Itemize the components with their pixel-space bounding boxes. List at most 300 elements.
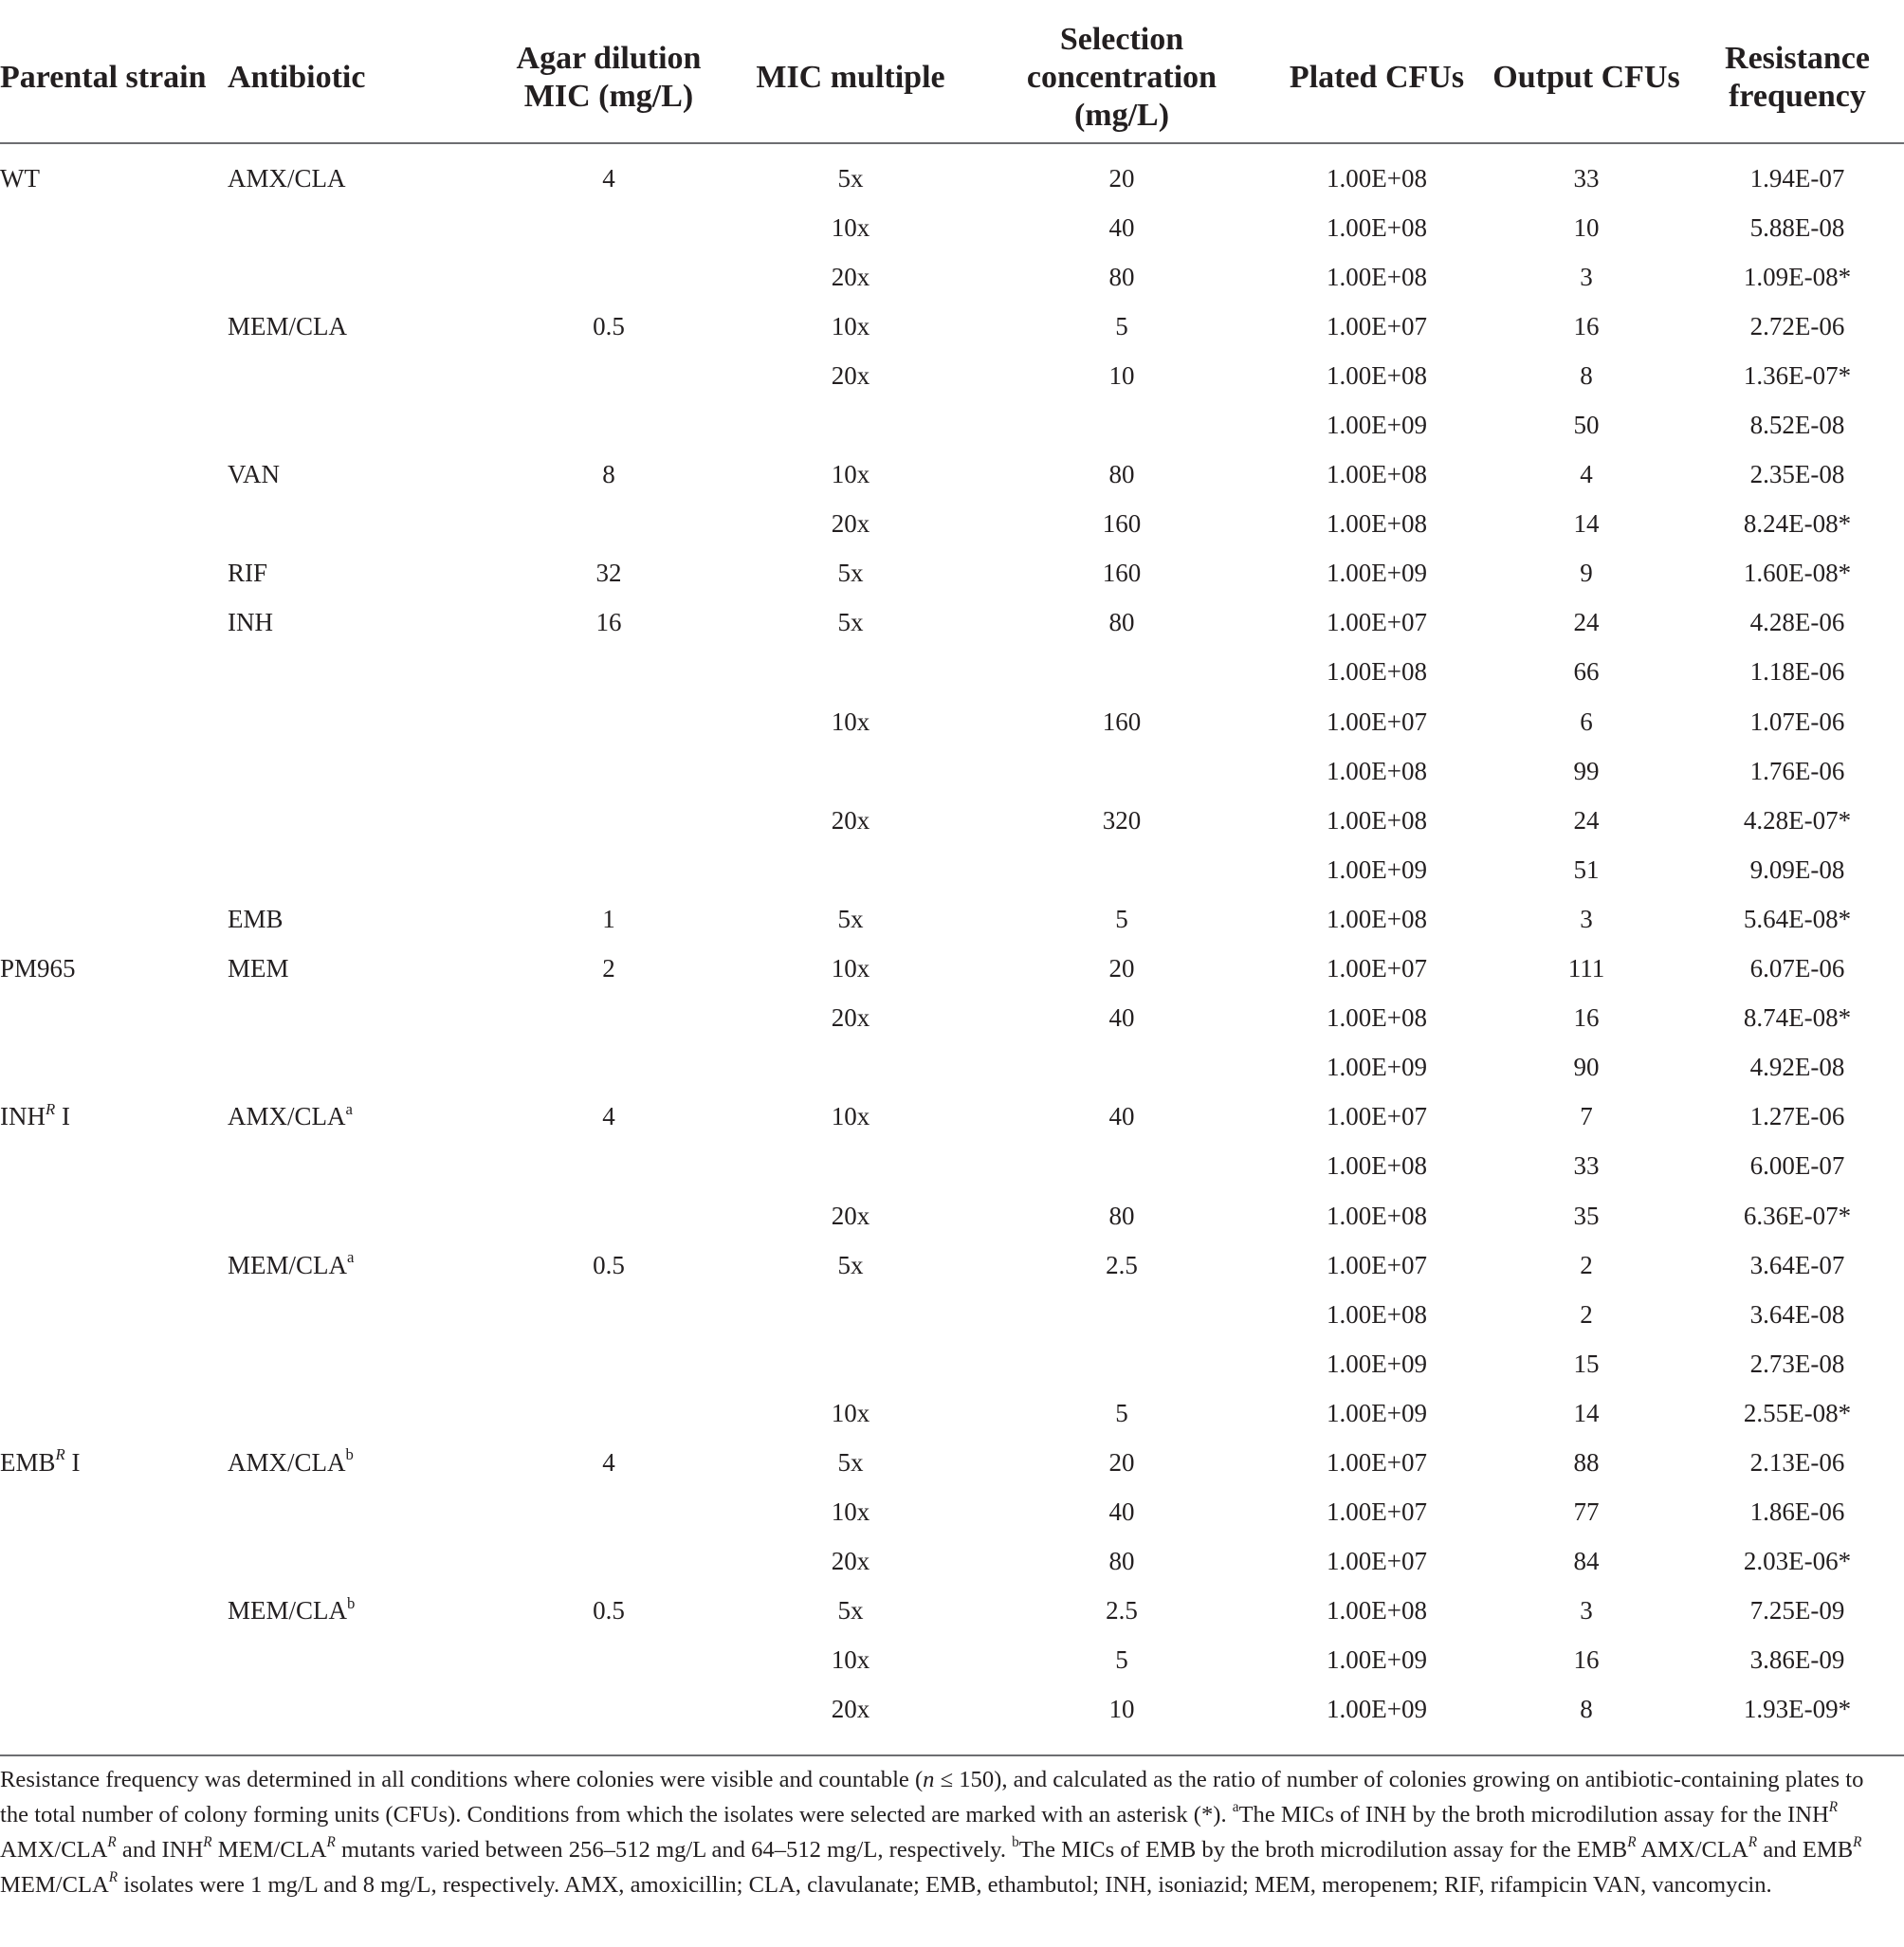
cell-plated-cfus	[1272, 1339, 1482, 1388]
table-row	[0, 400, 1904, 450]
resistance-frequency-value: 6.36E-07*	[1743, 1201, 1852, 1230]
cell-output-cfus	[1482, 1587, 1691, 1636]
cell-selection-concentration	[972, 1438, 1272, 1487]
mic-multiple-value: 10x	[831, 460, 870, 489]
cell-antibiotic	[228, 1290, 488, 1339]
cell-plated-cfus	[1272, 1685, 1482, 1750]
resistance-frequency-value: 2.13E-06	[1749, 1447, 1845, 1477]
mic-multiple-value: 5x	[837, 559, 864, 588]
strain-suffix: I	[55, 1102, 70, 1131]
antibiotic-name: INH	[228, 608, 273, 637]
cell-antibiotic	[228, 450, 488, 500]
resistance-frequency-value: 3.64E-08	[1749, 1299, 1845, 1329]
antibiotic-name: MEM	[228, 954, 289, 983]
cell-selection-concentration	[972, 1240, 1272, 1290]
resistance-frequency-value: 2.55E-08*	[1743, 1398, 1852, 1427]
cell-output-cfus	[1482, 746, 1691, 796]
cell-resistance-frequency	[1691, 1388, 1904, 1438]
resistance-superscript: R	[1748, 1834, 1758, 1851]
strain-suffix: I	[64, 1447, 81, 1477]
antibiotic-name: AMX/CLA	[228, 1102, 346, 1131]
output-cfus-value: 15	[1573, 1349, 1600, 1378]
cell-parental-strain	[0, 302, 228, 351]
cell-resistance-frequency	[1691, 648, 1904, 697]
resistance-frequency-value: 1.94E-07	[1749, 163, 1845, 193]
resistance-frequency-value: 8.74E-08*	[1743, 1003, 1852, 1033]
cell-antibiotic	[228, 252, 488, 302]
output-cfus-value: 8	[1580, 1695, 1593, 1724]
resistance-frequency-value: 1.60E-08*	[1743, 559, 1852, 588]
plated-cfus-value: 1.00E+09	[1327, 1398, 1427, 1427]
selection-concentration-value: 5	[1115, 311, 1128, 340]
table-row	[0, 1191, 1904, 1240]
cell-parental-strain	[0, 796, 228, 845]
output-cfus-value: 111	[1567, 954, 1605, 983]
output-cfus-value: 3	[1580, 1596, 1593, 1626]
output-cfus-value: 8	[1580, 360, 1593, 390]
cell-output-cfus	[1482, 500, 1691, 549]
cell-parental-strain	[0, 450, 228, 500]
output-cfus-value: 51	[1573, 854, 1600, 884]
resistance-frequency-table	[0, 13, 1904, 1750]
cell-agar-dilution-mic	[488, 351, 729, 400]
plated-cfus-value: 1.00E+08	[1327, 460, 1427, 489]
plated-cfus-value: 1.00E+09	[1327, 1349, 1427, 1378]
resistance-frequency-value: 8.24E-08*	[1743, 509, 1852, 539]
plated-cfus-value: 1.00E+07	[1327, 1497, 1427, 1527]
cell-plated-cfus	[1272, 450, 1482, 500]
selection-concentration-value: 10	[1108, 360, 1135, 390]
mic-value: 16	[595, 608, 622, 637]
mic-value: 0.5	[593, 1250, 625, 1279]
footnote-marker: b	[345, 1445, 354, 1464]
cell-output-cfus	[1482, 1339, 1691, 1388]
cell-agar-dilution-mic	[488, 500, 729, 549]
cell-antibiotic	[228, 143, 488, 203]
cell-mic-multiple	[729, 1093, 972, 1142]
cell-agar-dilution-mic	[488, 400, 729, 450]
selection-concentration-value: 40	[1108, 1497, 1135, 1527]
resistance-superscript: R	[203, 1834, 212, 1851]
resistance-frequency-value: 3.64E-07	[1749, 1250, 1845, 1279]
cell-selection-concentration	[972, 845, 1272, 894]
cell-mic-multiple	[729, 1587, 972, 1636]
cell-resistance-frequency	[1691, 1142, 1904, 1191]
output-cfus-value: 50	[1573, 411, 1600, 440]
selection-concentration-value: 80	[1108, 1547, 1135, 1576]
cell-parental-strain	[0, 1685, 228, 1750]
cell-selection-concentration	[972, 1587, 1272, 1636]
header-antibiotic: Antibiotic	[228, 13, 488, 143]
table-row	[0, 1488, 1904, 1537]
cell-antibiotic	[228, 945, 488, 994]
cell-selection-concentration	[972, 1093, 1272, 1142]
cell-selection-concentration	[972, 1488, 1272, 1537]
resistance-superscript: R	[107, 1834, 117, 1851]
mic-value: 1	[602, 904, 615, 933]
cell-plated-cfus	[1272, 845, 1482, 894]
strain-name: EMB	[0, 1447, 56, 1477]
cell-agar-dilution-mic	[488, 697, 729, 746]
header-plated-cfus: Plated CFUs	[1272, 13, 1482, 143]
cell-antibiotic	[228, 746, 488, 796]
cell-output-cfus	[1482, 1438, 1691, 1487]
cell-antibiotic	[228, 697, 488, 746]
cell-agar-dilution-mic	[488, 302, 729, 351]
mic-multiple-value: 10x	[831, 1645, 870, 1675]
mic-multiple-value: 5x	[837, 1596, 864, 1626]
cell-parental-strain	[0, 994, 228, 1043]
cell-antibiotic	[228, 598, 488, 648]
plated-cfus-value: 1.00E+08	[1327, 360, 1427, 390]
cell-selection-concentration	[972, 1290, 1272, 1339]
cell-mic-multiple	[729, 994, 972, 1043]
mic-value: 4	[602, 1447, 615, 1477]
plated-cfus-value: 1.00E+07	[1327, 1250, 1427, 1279]
cell-mic-multiple	[729, 697, 972, 746]
cell-parental-strain	[0, 1587, 228, 1636]
footnote-marker: a	[347, 1247, 355, 1266]
output-cfus-value: 10	[1573, 212, 1600, 242]
mic-multiple-value: 5x	[837, 163, 864, 193]
selection-concentration-value: 40	[1108, 1102, 1135, 1131]
cell-mic-multiple	[729, 1240, 972, 1290]
cell-agar-dilution-mic	[488, 143, 729, 203]
cell-resistance-frequency	[1691, 450, 1904, 500]
cell-agar-dilution-mic	[488, 1438, 729, 1487]
output-cfus-value: 66	[1573, 657, 1600, 687]
mic-multiple-value: 10x	[831, 954, 870, 983]
cell-resistance-frequency	[1691, 598, 1904, 648]
cell-mic-multiple	[729, 894, 972, 944]
mic-multiple-value: 10x	[831, 707, 870, 736]
cell-resistance-frequency	[1691, 1290, 1904, 1339]
table-row	[0, 1240, 1904, 1290]
cell-resistance-frequency	[1691, 302, 1904, 351]
mic-multiple-value: 10x	[831, 1398, 870, 1427]
cell-output-cfus	[1482, 1537, 1691, 1587]
resistance-frequency-value: 2.72E-06	[1749, 311, 1845, 340]
cell-output-cfus	[1482, 1240, 1691, 1290]
footnote-text: mutants varied between 256–512 mg/L and 64–512 mg/L, respectively.	[335, 1837, 1013, 1863]
selection-concentration-value: 10	[1108, 1695, 1135, 1724]
table-bottom-rule	[0, 1754, 1904, 1756]
cell-output-cfus	[1482, 845, 1691, 894]
cell-agar-dilution-mic	[488, 549, 729, 598]
mic-multiple-value: 10x	[831, 212, 870, 242]
table-footnote	[0, 1762, 1887, 1902]
output-cfus-value: 2	[1580, 1250, 1593, 1279]
resistance-frequency-value: 4.28E-06	[1749, 608, 1845, 637]
cell-selection-concentration	[972, 252, 1272, 302]
plated-cfus-value: 1.00E+09	[1327, 411, 1427, 440]
antibiotic-name: AMX/CLA	[228, 1447, 346, 1477]
cell-mic-multiple	[729, 1438, 972, 1487]
plated-cfus-value: 1.00E+09	[1327, 1645, 1427, 1675]
cell-plated-cfus	[1272, 1388, 1482, 1438]
mic-value: 32	[595, 559, 622, 588]
cell-output-cfus	[1482, 1636, 1691, 1685]
cell-output-cfus	[1482, 648, 1691, 697]
cell-antibiotic	[228, 1191, 488, 1240]
cell-resistance-frequency	[1691, 1685, 1904, 1750]
cell-plated-cfus	[1272, 894, 1482, 944]
cell-resistance-frequency	[1691, 1240, 1904, 1290]
cell-output-cfus	[1482, 1191, 1691, 1240]
table-row	[0, 796, 1904, 845]
footnote-text: isolates were 1 mg/L and 8 mg/L, respectively. AMX, amoxicillin; CLA, clavulanate; EMB, ethambutol; INH, isoniazid; MEM, meropenem; RIF, rifampicin VAN, vancomycin.	[118, 1872, 1772, 1898]
cell-parental-strain	[0, 252, 228, 302]
cell-parental-strain	[0, 203, 228, 252]
cell-mic-multiple	[729, 500, 972, 549]
cell-parental-strain	[0, 945, 228, 994]
output-cfus-value: 77	[1573, 1497, 1600, 1527]
output-cfus-value: 24	[1573, 805, 1600, 835]
mic-multiple-value: 5x	[837, 1447, 864, 1477]
resistance-frequency-value: 2.73E-08	[1749, 1349, 1845, 1378]
output-cfus-value: 90	[1573, 1053, 1600, 1082]
output-cfus-value: 6	[1580, 707, 1593, 736]
cell-resistance-frequency	[1691, 796, 1904, 845]
resistance-superscript: R	[55, 1445, 65, 1464]
cell-output-cfus	[1482, 994, 1691, 1043]
cell-plated-cfus	[1272, 648, 1482, 697]
cell-selection-concentration	[972, 1142, 1272, 1191]
cell-agar-dilution-mic	[488, 746, 729, 796]
selection-concentration-value: 160	[1102, 707, 1142, 736]
resistance-superscript: R	[46, 1099, 56, 1118]
cell-plated-cfus	[1272, 143, 1482, 203]
output-cfus-value: 4	[1580, 460, 1593, 489]
cell-plated-cfus	[1272, 994, 1482, 1043]
cell-plated-cfus	[1272, 1537, 1482, 1587]
cell-plated-cfus	[1272, 1636, 1482, 1685]
cell-parental-strain	[0, 1240, 228, 1290]
resistance-frequency-value: 9.09E-08	[1749, 854, 1845, 884]
mic-multiple-value: 20x	[831, 1201, 870, 1230]
cell-mic-multiple	[729, 400, 972, 450]
cell-antibiotic	[228, 1636, 488, 1685]
cell-parental-strain	[0, 1339, 228, 1388]
plated-cfus-value: 1.00E+09	[1327, 559, 1427, 588]
footnote-text: The MICs of INH by the broth microdilution assay for the INH	[1238, 1802, 1829, 1828]
footnote-marker: b	[347, 1593, 356, 1612]
resistance-superscript: R	[326, 1834, 336, 1851]
antibiotic-name: MEM/CLA	[228, 1250, 348, 1279]
mic-multiple-value: 5x	[837, 608, 864, 637]
cell-parental-strain	[0, 1043, 228, 1093]
cell-plated-cfus	[1272, 1587, 1482, 1636]
cell-selection-concentration	[972, 697, 1272, 746]
cell-agar-dilution-mic	[488, 1240, 729, 1290]
cell-output-cfus	[1482, 1488, 1691, 1537]
cell-parental-strain	[0, 1142, 228, 1191]
mic-multiple-value: 10x	[831, 311, 870, 340]
cell-plated-cfus	[1272, 1043, 1482, 1093]
cell-parental-strain	[0, 143, 228, 203]
table-row	[0, 143, 1904, 203]
cell-mic-multiple	[729, 1636, 972, 1685]
cell-agar-dilution-mic	[488, 1537, 729, 1587]
table-row	[0, 1587, 1904, 1636]
footnote-text: and EMB	[1757, 1837, 1854, 1863]
cell-output-cfus	[1482, 203, 1691, 252]
cell-plated-cfus	[1272, 697, 1482, 746]
selection-concentration-value: 40	[1108, 1003, 1135, 1033]
footnote-marker: a	[345, 1099, 353, 1118]
plated-cfus-value: 1.00E+08	[1327, 1151, 1427, 1181]
cell-parental-strain	[0, 746, 228, 796]
cell-plated-cfus	[1272, 500, 1482, 549]
resistance-frequency-value: 4.28E-07*	[1743, 805, 1852, 835]
plated-cfus-value: 1.00E+08	[1327, 509, 1427, 539]
plated-cfus-value: 1.00E+07	[1327, 311, 1427, 340]
plated-cfus-value: 1.00E+08	[1327, 805, 1427, 835]
cell-agar-dilution-mic	[488, 1142, 729, 1191]
cell-mic-multiple	[729, 1290, 972, 1339]
plated-cfus-value: 1.00E+08	[1327, 1596, 1427, 1626]
cell-mic-multiple	[729, 1043, 972, 1093]
cell-antibiotic	[228, 796, 488, 845]
resistance-frequency-value: 1.18E-06	[1749, 657, 1845, 687]
antibiotic-name: MEM/CLA	[228, 311, 348, 340]
output-cfus-value: 33	[1573, 1151, 1600, 1181]
plated-cfus-value: 1.00E+08	[1327, 904, 1427, 933]
mic-multiple-value: 10x	[831, 1102, 870, 1131]
cell-output-cfus	[1482, 143, 1691, 203]
cell-agar-dilution-mic	[488, 796, 729, 845]
cell-plated-cfus	[1272, 945, 1482, 994]
cell-agar-dilution-mic	[488, 598, 729, 648]
footnote-text: and INH	[116, 1837, 204, 1863]
cell-resistance-frequency	[1691, 500, 1904, 549]
output-cfus-value: 99	[1573, 756, 1600, 785]
table-row	[0, 450, 1904, 500]
header-mic-multiple: MIC multiple	[729, 13, 972, 143]
cell-output-cfus	[1482, 796, 1691, 845]
mic-multiple-value: 10x	[831, 1497, 870, 1527]
table-row	[0, 1537, 1904, 1587]
table-row	[0, 302, 1904, 351]
table-row	[0, 1438, 1904, 1487]
footnote-text: ≤ 150), and calculated as the ratio of number of colonies growing on antibiotic-containing plates to the total number of colony forming units (CFUs). Conditions from which the isolates were selected are marked with an asterisk (*).	[0, 1767, 1864, 1828]
table-row	[0, 1142, 1904, 1191]
cell-resistance-frequency	[1691, 549, 1904, 598]
cell-mic-multiple	[729, 1685, 972, 1750]
resistance-frequency-value: 1.93E-09*	[1743, 1695, 1852, 1724]
selection-concentration-value: 160	[1102, 509, 1142, 539]
resistance-frequency-value: 6.00E-07	[1749, 1151, 1845, 1181]
resistance-frequency-value: 1.27E-06	[1749, 1102, 1845, 1131]
selection-concentration-value: 20	[1108, 1447, 1135, 1477]
antibiotic-name: MEM/CLA	[228, 1596, 348, 1626]
cell-parental-strain	[0, 648, 228, 697]
resistance-frequency-value: 3.86E-09	[1749, 1645, 1845, 1675]
cell-mic-multiple	[729, 945, 972, 994]
cell-antibiotic	[228, 549, 488, 598]
cell-parental-strain	[0, 1636, 228, 1685]
cell-parental-strain	[0, 697, 228, 746]
antibiotic-name: AMX/CLA	[228, 163, 346, 193]
resistance-frequency-value: 1.07E-06	[1749, 707, 1845, 736]
header-agar-dilution-mic: Agar dilution MIC (mg/L)	[488, 13, 729, 143]
cell-agar-dilution-mic	[488, 1587, 729, 1636]
resistance-superscript: R	[1853, 1834, 1862, 1851]
selection-concentration-value: 40	[1108, 212, 1135, 242]
cell-selection-concentration	[972, 143, 1272, 203]
cell-resistance-frequency	[1691, 1339, 1904, 1388]
cell-resistance-frequency	[1691, 1438, 1904, 1487]
cell-mic-multiple	[729, 796, 972, 845]
plated-cfus-value: 1.00E+09	[1327, 1053, 1427, 1082]
cell-plated-cfus	[1272, 1290, 1482, 1339]
resistance-frequency-value: 2.35E-08	[1749, 460, 1845, 489]
cell-selection-concentration	[972, 450, 1272, 500]
cell-agar-dilution-mic	[488, 994, 729, 1043]
cell-mic-multiple	[729, 648, 972, 697]
cell-mic-multiple	[729, 302, 972, 351]
resistance-superscript: R	[1627, 1834, 1637, 1851]
cell-agar-dilution-mic	[488, 1685, 729, 1750]
cell-agar-dilution-mic	[488, 1636, 729, 1685]
cell-resistance-frequency	[1691, 1488, 1904, 1537]
mic-multiple-value: 20x	[831, 360, 870, 390]
cell-antibiotic	[228, 1093, 488, 1142]
cell-agar-dilution-mic	[488, 1191, 729, 1240]
cell-plated-cfus	[1272, 1488, 1482, 1537]
cell-agar-dilution-mic	[488, 894, 729, 944]
cell-parental-strain	[0, 845, 228, 894]
cell-selection-concentration	[972, 400, 1272, 450]
plated-cfus-value: 1.00E+07	[1327, 1547, 1427, 1576]
selection-concentration-value: 2.5	[1106, 1596, 1138, 1626]
cell-resistance-frequency	[1691, 894, 1904, 944]
cell-output-cfus	[1482, 1388, 1691, 1438]
selection-concentration-value: 5	[1115, 904, 1128, 933]
plated-cfus-value: 1.00E+08	[1327, 262, 1427, 291]
output-cfus-value: 16	[1573, 311, 1600, 340]
cell-selection-concentration	[972, 945, 1272, 994]
cell-plated-cfus	[1272, 1240, 1482, 1290]
cell-resistance-frequency	[1691, 994, 1904, 1043]
cell-antibiotic	[228, 351, 488, 400]
cell-output-cfus	[1482, 252, 1691, 302]
cell-antibiotic	[228, 400, 488, 450]
cell-plated-cfus	[1272, 746, 1482, 796]
cell-plated-cfus	[1272, 1093, 1482, 1142]
table-row	[0, 549, 1904, 598]
output-cfus-value: 9	[1580, 559, 1593, 588]
output-cfus-value: 16	[1573, 1645, 1600, 1675]
table-row	[0, 845, 1904, 894]
footnote-text: Resistance frequency was determined in all conditions where colonies were visible and countable (	[0, 1767, 924, 1792]
cell-antibiotic	[228, 1488, 488, 1537]
cell-resistance-frequency	[1691, 697, 1904, 746]
table-row	[0, 894, 1904, 944]
mic-multiple-value: 20x	[831, 1547, 870, 1576]
cell-antibiotic	[228, 1388, 488, 1438]
cell-selection-concentration	[972, 1043, 1272, 1093]
cell-output-cfus	[1482, 1290, 1691, 1339]
selection-concentration-value: 320	[1102, 805, 1142, 835]
cell-output-cfus	[1482, 1043, 1691, 1093]
cell-output-cfus	[1482, 1685, 1691, 1750]
table-row	[0, 1636, 1904, 1685]
cell-mic-multiple	[729, 845, 972, 894]
table-body	[0, 143, 1904, 1750]
cell-output-cfus	[1482, 697, 1691, 746]
footnote-text: MEM/CLA	[211, 1837, 327, 1863]
